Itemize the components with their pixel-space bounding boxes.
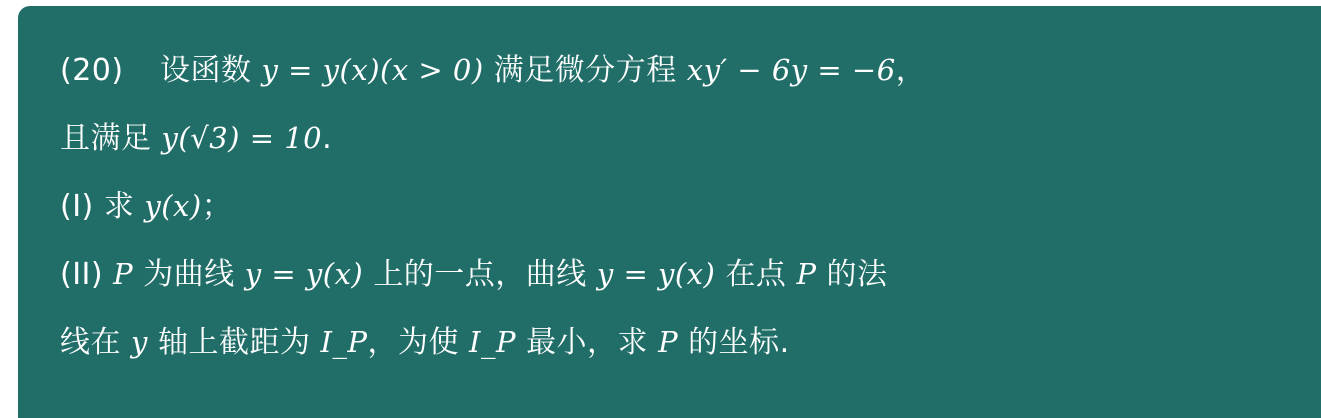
part-1-label: (I) [60, 189, 94, 224]
math-curve: y = y(x) [244, 257, 364, 291]
text-segment: 且满足 [60, 121, 152, 156]
text-segment: ，为使 [367, 325, 459, 360]
text-segment: ， [895, 53, 927, 88]
math-function-def: y = y(x)(x > 0) [261, 53, 484, 87]
math-intercept: I_P [320, 325, 368, 359]
problem-number: (20) [60, 53, 124, 88]
text-segment: 求 [103, 189, 135, 224]
problem-statement [60, 36, 1300, 376]
problem-line-5 [60, 308, 1300, 376]
problem-board [18, 6, 1321, 418]
part-2-line [60, 240, 1300, 308]
part-1-line [60, 172, 1300, 240]
math-initial-condition: y(√3) = 10 [161, 121, 323, 155]
math-y: y [131, 325, 148, 359]
problem-line-1 [60, 36, 1300, 104]
math-intercept: I_P [469, 325, 517, 359]
text-segment: ； [201, 189, 233, 224]
text-segment: 上的一点，曲线 [373, 257, 587, 292]
text-segment: 设函数 [160, 53, 252, 88]
text-segment: 为曲线 [143, 257, 235, 292]
text-segment: 满足微分方程 [493, 53, 677, 88]
math-curve: y = y(x) [596, 257, 716, 291]
problem-line-2 [60, 104, 1300, 172]
math-differential-equation: xy′ − 6y = −6 [686, 53, 896, 87]
text-segment: . [322, 121, 333, 156]
text-segment: 的法 [826, 257, 888, 292]
text-segment: 的坐标. [688, 325, 790, 360]
math-point-p: P [658, 325, 679, 359]
text-segment: 最小，求 [526, 325, 649, 360]
math-point-p: P [796, 257, 817, 291]
math-point-p: P [113, 257, 134, 291]
text-segment: 轴上截距为 [157, 325, 311, 360]
text-segment: 在点 [725, 257, 787, 292]
part-2-label: (II) [60, 257, 104, 292]
text-segment: 线在 [60, 325, 121, 360]
math-yx: y(x) [144, 189, 202, 223]
